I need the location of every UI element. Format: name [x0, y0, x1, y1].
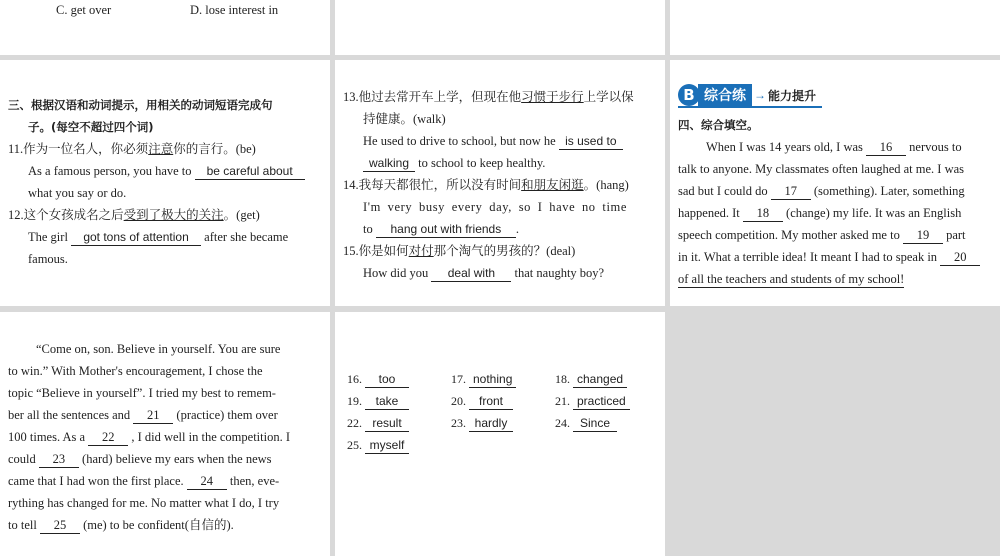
section-badge	[678, 84, 822, 108]
section3-heading: 三、根据汉语和动词提示，用相关的动词短语完成句 子。(每空不超过四个词)	[8, 98, 273, 134]
answer-row	[347, 368, 659, 390]
answer-number: 19.	[347, 394, 365, 408]
answer-number: 21.	[555, 394, 573, 408]
passage-text: to tell	[8, 518, 37, 532]
passage-continued-panel	[0, 312, 330, 556]
passage-text: ber all the sentences and	[8, 408, 131, 422]
passage-text: (something). Later, something	[813, 184, 965, 198]
answer-item	[555, 412, 659, 434]
answer-number: 18.	[555, 372, 573, 386]
passage-line	[678, 224, 994, 246]
blank-23: 23	[39, 452, 79, 468]
passage-text: sad but I could do	[678, 184, 768, 198]
question-11: 11.作为一位名人，你必须注意你的言行。(be) As a famous person, you have to be careful about what you say or do.	[8, 138, 326, 204]
question-14: 14.我每天都很忙，所以没有时间和朋友闲逛。(hang) I'm very busy every day, so I have no time to hang out with friends .	[343, 178, 629, 236]
passage-text: , I did well in the competition. I	[131, 430, 290, 444]
question-12: 12.这个女孩成名之后受到了极大的关注。(get) The girl got tons of attention after she became famous.	[8, 208, 289, 266]
passage-line	[678, 268, 994, 290]
answer-number: 24.	[555, 416, 573, 430]
top-middle-panel	[335, 0, 665, 55]
answer-value: nothing	[469, 372, 516, 388]
answer-item	[347, 412, 451, 434]
passage-text: speech competition. My mother asked me to	[678, 228, 900, 242]
passage-line	[8, 514, 324, 536]
answer-value: Since	[573, 416, 617, 432]
passage-line	[8, 338, 324, 360]
answer-13a: is used to	[559, 134, 623, 150]
answer-item	[451, 390, 555, 412]
passage-text: happened. It	[678, 206, 740, 220]
answer-item	[555, 390, 659, 412]
question-13: 13.他过去常开车上学，但现在他习惯于步行上学以保 持健康。(walk) He used to drive to school, but now he is used to walking to school to keep healthy.	[343, 90, 634, 170]
passage-line	[678, 136, 994, 158]
answer-number: 17.	[451, 372, 469, 386]
arrow-icon: →	[754, 87, 766, 102]
top-left-panel	[0, 0, 330, 55]
badge-subtitle: 能力提升	[768, 88, 817, 103]
passage-text: then, eve-	[229, 474, 280, 488]
passage-line	[678, 158, 994, 180]
passage-text: (change) my life. It was an English	[786, 206, 962, 220]
passage-text: in it. What a terrible idea! It meant I had to speak in	[678, 250, 938, 264]
answer-number: 25.	[347, 438, 365, 452]
answer-14: hang out with friends	[376, 222, 516, 238]
passage-text: When I was 14 years old, I was	[706, 140, 863, 154]
answer-11: be careful about	[195, 164, 305, 180]
passage-line	[678, 246, 994, 268]
passage-text: talk to anyone. My classmates often laughed at me. I was	[678, 162, 965, 176]
answer-item	[347, 390, 451, 412]
answer-item	[347, 368, 451, 390]
answer-item	[451, 368, 555, 390]
answer-number: 16.	[347, 372, 365, 386]
passage-text: (practice) them over	[176, 408, 278, 422]
passage-line	[8, 404, 324, 426]
passage-paragraph-2	[8, 338, 324, 536]
answer-item	[451, 412, 555, 434]
section4-panel	[670, 60, 1000, 306]
passage-text: to win.” With Mother's encouragement, I chose the	[8, 364, 263, 378]
empty-panel	[670, 312, 1000, 556]
answer-number: 22.	[347, 416, 365, 430]
passage-text: “Come on, son. Believe in yourself. You are sure	[36, 342, 281, 356]
passage-text: (me) to be confident(自信的).	[83, 518, 234, 532]
answers-panel	[335, 312, 665, 556]
question-15: 15.你是如何对付那个淘气的男孩的？(deal) How did you deal with that naughty boy?	[343, 244, 605, 280]
blank-of all the teachers and students of my school!: of all the teachers and students of my school!	[678, 272, 905, 286]
passage-text: (hard) believe my ears when the news	[82, 452, 272, 466]
passage-text: came that I had won the first place.	[8, 474, 184, 488]
blank-21: 21	[133, 408, 173, 424]
answer-row	[347, 412, 659, 434]
answer-row	[347, 390, 659, 412]
passage-text: topic “Believe in yourself”. I tried my best to remem-	[8, 386, 276, 400]
passage-line	[8, 492, 324, 514]
section3-continued-panel	[335, 60, 665, 306]
answer-value: practiced	[573, 394, 630, 410]
answer-15: deal with	[431, 266, 511, 282]
answer-value: front	[469, 394, 513, 410]
blank-24: 24	[187, 474, 227, 490]
passage-text: rything has changed for me. No matter what I do, I try	[8, 496, 280, 510]
passage-line	[678, 202, 994, 224]
blank-18: 18	[743, 206, 783, 222]
answer-12: got tons of attention	[71, 230, 201, 246]
passage-text: nervous to	[909, 140, 962, 154]
answer-row	[347, 434, 659, 456]
passage-text: could	[8, 452, 36, 466]
top-right-panel	[670, 0, 1000, 55]
blank-20: 20	[940, 250, 980, 266]
passage-line	[8, 360, 324, 382]
answer-number: 20.	[451, 394, 469, 408]
answer-grid	[347, 368, 659, 456]
passage-text: part	[946, 228, 966, 242]
section3-panel	[0, 60, 330, 306]
answer-item	[555, 368, 659, 390]
answer-value: take	[365, 394, 409, 410]
blank-16: 16	[866, 140, 906, 156]
answer-value: result	[365, 416, 409, 432]
blank-22: 22	[88, 430, 128, 446]
answer-value: too	[365, 372, 409, 388]
passage-line	[8, 426, 324, 448]
section4-heading: 四、综合填空。	[678, 118, 759, 132]
passage-line	[8, 448, 324, 470]
answer-value: changed	[573, 372, 627, 388]
option-d: D. lose interest in	[190, 3, 279, 17]
passage-line	[678, 180, 994, 202]
answer-number: 23.	[451, 416, 469, 430]
answer-13b: walking	[363, 156, 415, 172]
blank-19: 19	[903, 228, 943, 244]
passage-line	[8, 382, 324, 404]
badge-letter-icon: B	[678, 84, 700, 106]
answer-value: myself	[365, 438, 409, 454]
badge-title: 综合练	[698, 84, 752, 106]
blank-25: 25	[40, 518, 80, 534]
option-c: C. get over	[56, 3, 112, 17]
blank-17: 17	[771, 184, 811, 200]
answer-value: hardly	[469, 416, 513, 432]
passage-line	[8, 470, 324, 492]
passage-text: 100 times. As a	[8, 430, 86, 444]
passage-paragraph-1	[678, 136, 994, 290]
answer-item	[347, 434, 451, 456]
